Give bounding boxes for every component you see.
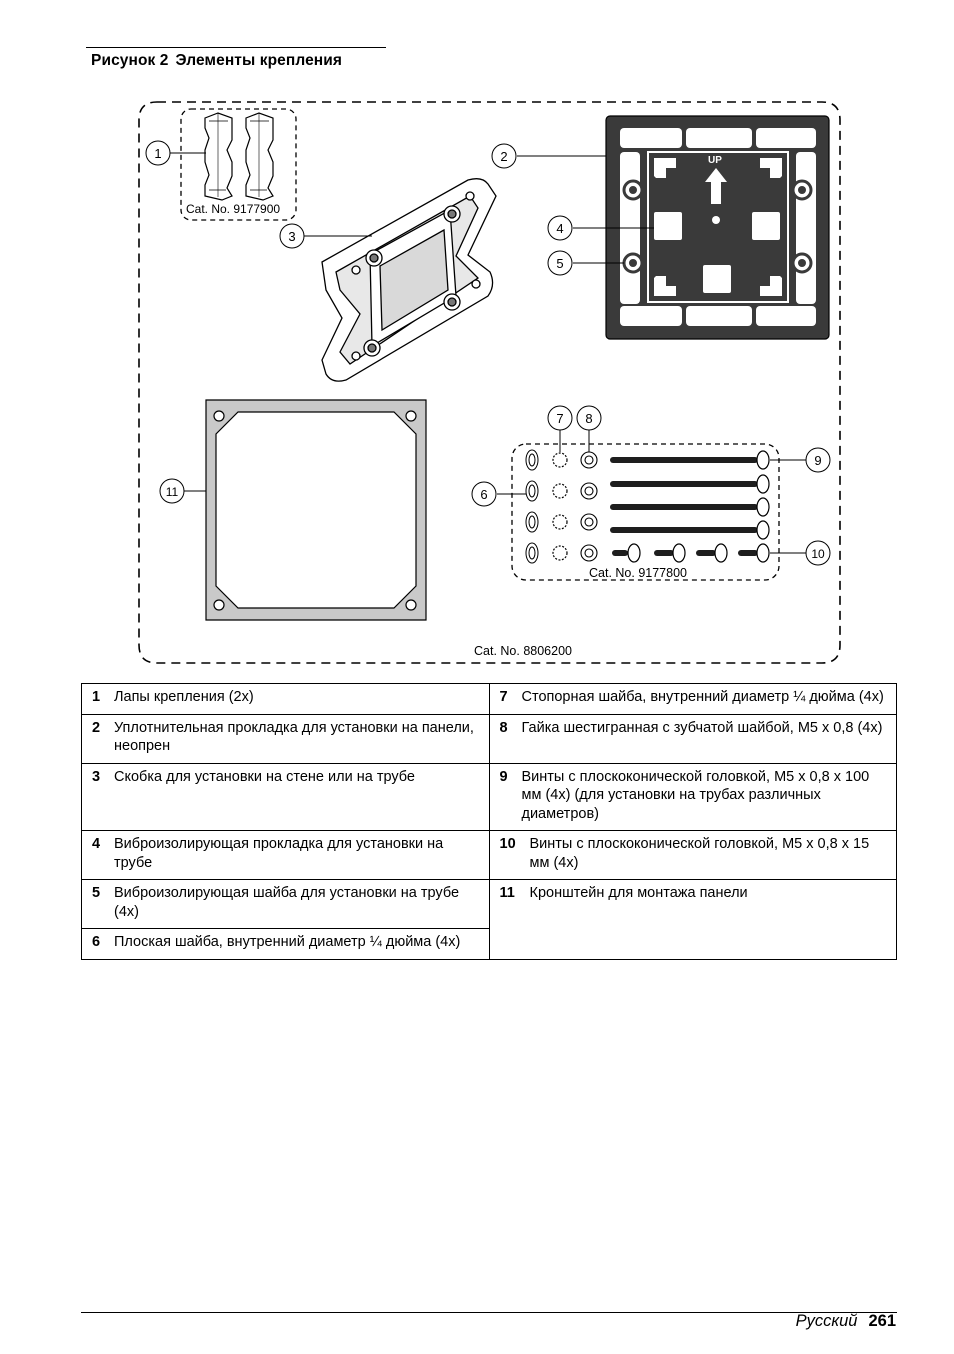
part-number: 5 [92, 885, 101, 901]
wall-pipe-bracket [322, 179, 496, 381]
part-cell [82, 929, 490, 960]
part-number: 4 [92, 836, 101, 852]
svg-text:4: 4 [556, 221, 564, 236]
part-cell [489, 684, 897, 715]
callout-2 [492, 144, 516, 168]
part-number: 3 [92, 768, 101, 785]
hex-nuts [581, 452, 597, 561]
footer-language: Русский [795, 1312, 858, 1330]
part-description: Скобка для установки на стене или на трубе [114, 768, 415, 785]
page-number: 261 [868, 1312, 896, 1330]
figure-caption: Элементы крепления [175, 52, 343, 69]
callout-9 [806, 448, 830, 472]
part-description: Лапы крепления (2x) [114, 689, 254, 705]
svg-text:8: 8 [585, 411, 593, 426]
long-screws [610, 451, 769, 539]
callout-4 [548, 216, 572, 240]
svg-text:5: 5 [556, 256, 564, 271]
svg-text:11: 11 [165, 485, 179, 499]
callout-1 [146, 141, 170, 165]
part-number: 9 [499, 768, 508, 785]
svg-text:6: 6 [480, 487, 488, 502]
part-number: 2 [92, 719, 101, 736]
parts-table [81, 683, 897, 960]
part-number: 10 [499, 836, 516, 852]
part-cell [82, 880, 490, 929]
part-cell [489, 880, 897, 960]
part-cell [489, 714, 897, 763]
part-description: Кронштейн для монтажа панели [529, 885, 748, 901]
hardware-group-outline [512, 444, 779, 580]
figure-label: Рисунок 2 [91, 52, 169, 69]
part-description: Стопорная шайба, внутренний диаметр ¼ дюйма (4x) [521, 689, 884, 705]
callout-8 [577, 406, 601, 430]
svg-text:1: 1 [154, 146, 162, 161]
table-row [82, 831, 897, 880]
svg-text:9: 9 [814, 453, 822, 468]
mounting-foot [246, 113, 273, 200]
footer-rule [81, 1312, 897, 1313]
part-description: Винты с плоскоконической головкой, M5 x 0,8 x 15 мм (4x) [529, 836, 870, 871]
part-description: Виброизолирующая прокладка для установки на трубе [114, 836, 444, 871]
short-screws [612, 544, 769, 562]
gasket-up-mark: UP [708, 155, 722, 166]
part-description: Плоская шайба, внутренний диаметр ¼ дюйма (4x) [114, 934, 461, 950]
panel-mount-frame [206, 400, 426, 620]
table-row [82, 880, 897, 929]
feet-catalog-number: Cat. No. 9177900 [186, 202, 281, 216]
part-number: 11 [499, 885, 515, 901]
table-row [82, 684, 897, 715]
svg-text:7: 7 [556, 411, 564, 426]
part-number: 8 [499, 719, 508, 736]
part-description: Виброизолирующая шайба для установки на трубе (4x) [114, 885, 460, 920]
svg-text:10: 10 [811, 547, 825, 561]
part-cell [82, 714, 490, 763]
callout-7 [548, 406, 572, 430]
kit-catalog-number: Cat. No. 8806200 [474, 644, 572, 658]
part-cell [82, 763, 490, 831]
part-description: Винты с плоскоконической головкой, M5 x 0,8 x 100 мм (4x) (для установки на трубах различных диаметров) [521, 768, 870, 822]
part-description: Уплотнительная прокладка для установки на панели, неопрен [114, 719, 474, 754]
part-number: 1 [92, 689, 101, 705]
hardware-catalog-number: Cat. No. 9177800 [589, 566, 687, 580]
table-row [82, 714, 897, 763]
part-cell [489, 763, 897, 831]
part-cell [82, 684, 490, 715]
part-description: Гайка шестигранная с зубчатой шайбой, M5 x 0,8 (4x) [521, 719, 883, 736]
svg-text:3: 3 [288, 229, 296, 244]
part-number: 6 [92, 934, 101, 950]
lock-washers [553, 453, 567, 560]
flat-washers [526, 450, 538, 563]
callout-11 [160, 479, 184, 503]
mounting-foot [205, 113, 232, 200]
callout-10 [806, 541, 830, 565]
svg-text:2: 2 [500, 149, 508, 164]
part-cell [82, 831, 490, 880]
callout-5 [548, 251, 572, 275]
page-footer [796, 1312, 896, 1331]
table-row [82, 763, 897, 831]
part-cell [489, 831, 897, 880]
callout-3 [280, 224, 304, 248]
part-number: 7 [499, 689, 508, 705]
callout-6 [472, 482, 496, 506]
